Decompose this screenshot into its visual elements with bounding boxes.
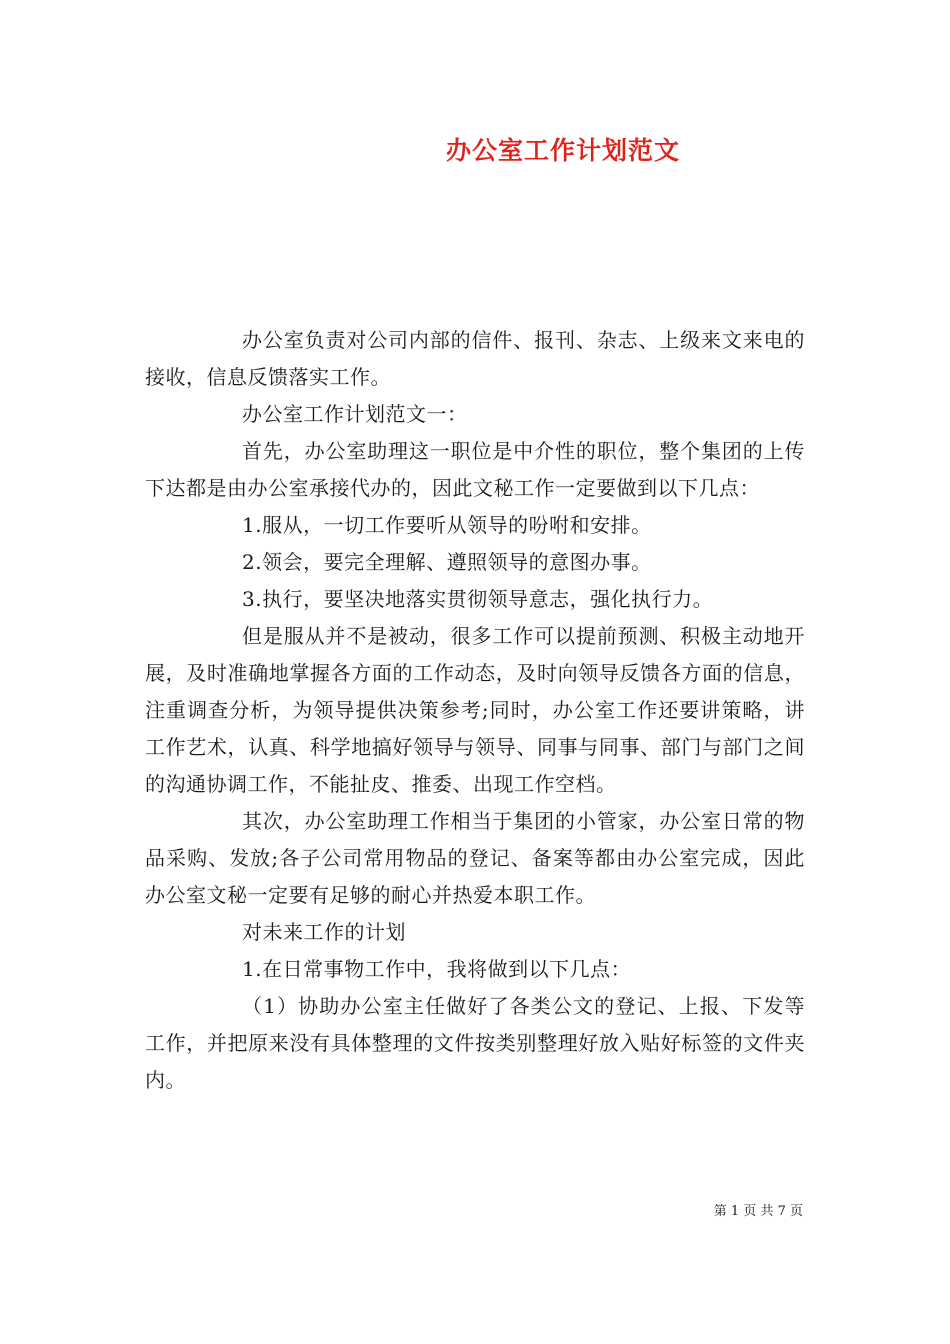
paragraph: 办公室负责对公司内部的信件、报刊、杂志、上级来文来电的接收，信息反馈落实工作。	[145, 328, 805, 389]
paragraph: 首先，办公室助理这一职位是中介性的职位，整个集团的上传下达都是由办公室承接代办的，因此文秘工作一定要做到以下几点：	[145, 439, 805, 500]
page-number-footer: 第 1 页 共 7 页	[713, 1204, 803, 1219]
list-item: 1.服从，一切工作要听从领导的吩咐和安排。	[242, 513, 652, 537]
document-body	[145, 322, 805, 1099]
document-title: 办公室工作计划范文	[445, 136, 680, 165]
list-item: 2.领会，要完全理解、遵照领导的意图办事。	[242, 550, 652, 574]
paragraph: 其次，办公室助理工作相当于集团的小管家，办公室日常的物品采购、发放;各子公司常用物品的登记、备案等都由办公室完成，因此办公室文秘一定要有足够的耐心并热爱本职工作。	[145, 809, 805, 907]
list-item: 1.在日常事物工作中，我将做到以下几点：	[242, 957, 632, 981]
section-heading: 对未来工作的计划	[242, 920, 406, 944]
paragraph: 办公室工作计划范文一：	[242, 402, 468, 426]
sub-list-item: （1）协助办公室主任做好了各类公文的登记、上报、下发等工作，并把原来没有具体整理的文件按类别整理好放入贴好标签的文件夹内。	[145, 994, 805, 1092]
list-item: 3.执行，要坚决地落实贯彻领导意志，强化执行力。	[242, 587, 714, 611]
paragraph: 但是服从并不是被动，很多工作可以提前预测、积极主动地开展，及时准确地掌握各方面的工作动态，及时向领导反馈各方面的信息，注重调查分析，为领导提供决策参考;同时，办公室工作还要讲策略，讲工作艺术，认真、科学地搞好领导与领导、同事与同事、部门与部门之间的沟通协调工作，不能扯皮、推委、出现工作空档。	[145, 624, 805, 796]
